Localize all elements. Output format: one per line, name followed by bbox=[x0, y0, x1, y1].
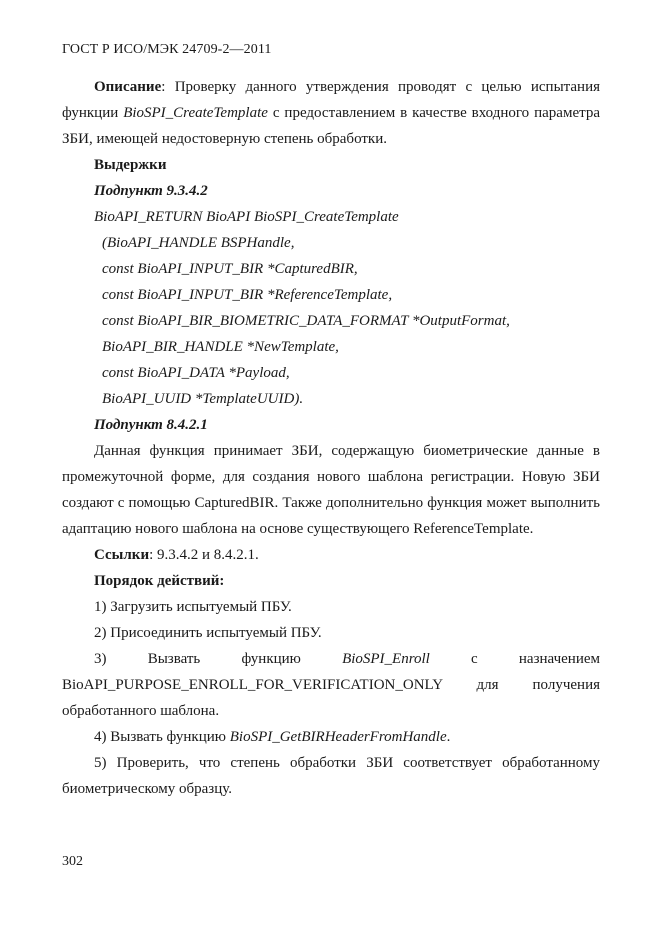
procedure-step: 3) Вызвать функцию BioSPI_Enroll с назначением BioAPI_PURPOSE_ENROLL_FOR_VERIFICATION_ONLY для получения обработанного шаблона. bbox=[62, 651, 600, 719]
signature-line: const BioAPI_DATA *Payload, bbox=[102, 365, 290, 381]
signature-line: (BioAPI_HANDLE BSPHandle, bbox=[102, 235, 295, 251]
references-label: Ссылки bbox=[94, 547, 150, 563]
procedure-step: 5) Проверить, что степень обработки ЗБИ соответствует обработанному биометрическому образцу. bbox=[62, 755, 600, 797]
page-number: 302 bbox=[62, 854, 83, 869]
signature-line: BioAPI_UUID *TemplateUUID). bbox=[102, 391, 304, 407]
description-function-name: BioSPI_CreateTemplate bbox=[123, 105, 268, 121]
page-content bbox=[62, 74, 600, 802]
signature-line: BioAPI_RETURN BioAPI BioSPI_CreateTemplate bbox=[94, 209, 399, 225]
body-paragraph: Данная функция принимает ЗБИ, содержащую биометрические данные в промежуточной форме, для создания нового шаблона регистрации. Новую ЗБИ создают с помощью CapturedBIR. Также дополнительно функция может выполнить адаптацию нового шаблона на основе существующего ReferenceTemplate. bbox=[62, 443, 600, 537]
procedure-step: 4) Вызвать функцию BioSPI_GetBIRHeaderFromHandle. bbox=[94, 729, 451, 745]
references-text: : 9.3.4.2 и 8.4.2.1. bbox=[149, 547, 259, 563]
description-paragraph bbox=[62, 74, 600, 152]
subclause-heading-2: Подпункт 8.4.2.1 bbox=[94, 417, 208, 433]
signature-line: const BioAPI_INPUT_BIR *CapturedBIR, bbox=[102, 261, 358, 277]
signature-line: const BioAPI_INPUT_BIR *ReferenceTemplate, bbox=[102, 287, 393, 303]
step-function-name: BioSPI_Enroll bbox=[342, 651, 430, 667]
document-header: ГОСТ Р ИСО/МЭК 24709-2—2011 bbox=[62, 42, 272, 57]
references-paragraph bbox=[62, 542, 600, 568]
procedure-step: 2) Присоединить испытуемый ПБУ. bbox=[94, 625, 322, 641]
procedure-heading: Порядок действий: bbox=[94, 573, 225, 589]
signature-line: BioAPI_BIR_HANDLE *NewTemplate, bbox=[102, 339, 339, 355]
description-label: Описание bbox=[94, 79, 162, 95]
description-text-before: : Проверку данного утверждения проводят с целью испытания функции bbox=[62, 79, 600, 121]
procedure-step: 1) Загрузить испытуемый ПБУ. bbox=[94, 599, 292, 615]
subclause-heading-1: Подпункт 9.3.4.2 bbox=[94, 183, 208, 199]
excerpts-heading: Выдержки bbox=[94, 157, 167, 173]
signature-line: const BioAPI_BIR_BIOMETRIC_DATA_FORMAT *OutputFormat, bbox=[102, 313, 510, 329]
step-function-name: BioSPI_GetBIRHeaderFromHandle bbox=[229, 729, 447, 745]
description-text-after: с предоставлением в качестве входного параметра ЗБИ, имеющей недостоверную степень обработки. bbox=[62, 105, 601, 147]
